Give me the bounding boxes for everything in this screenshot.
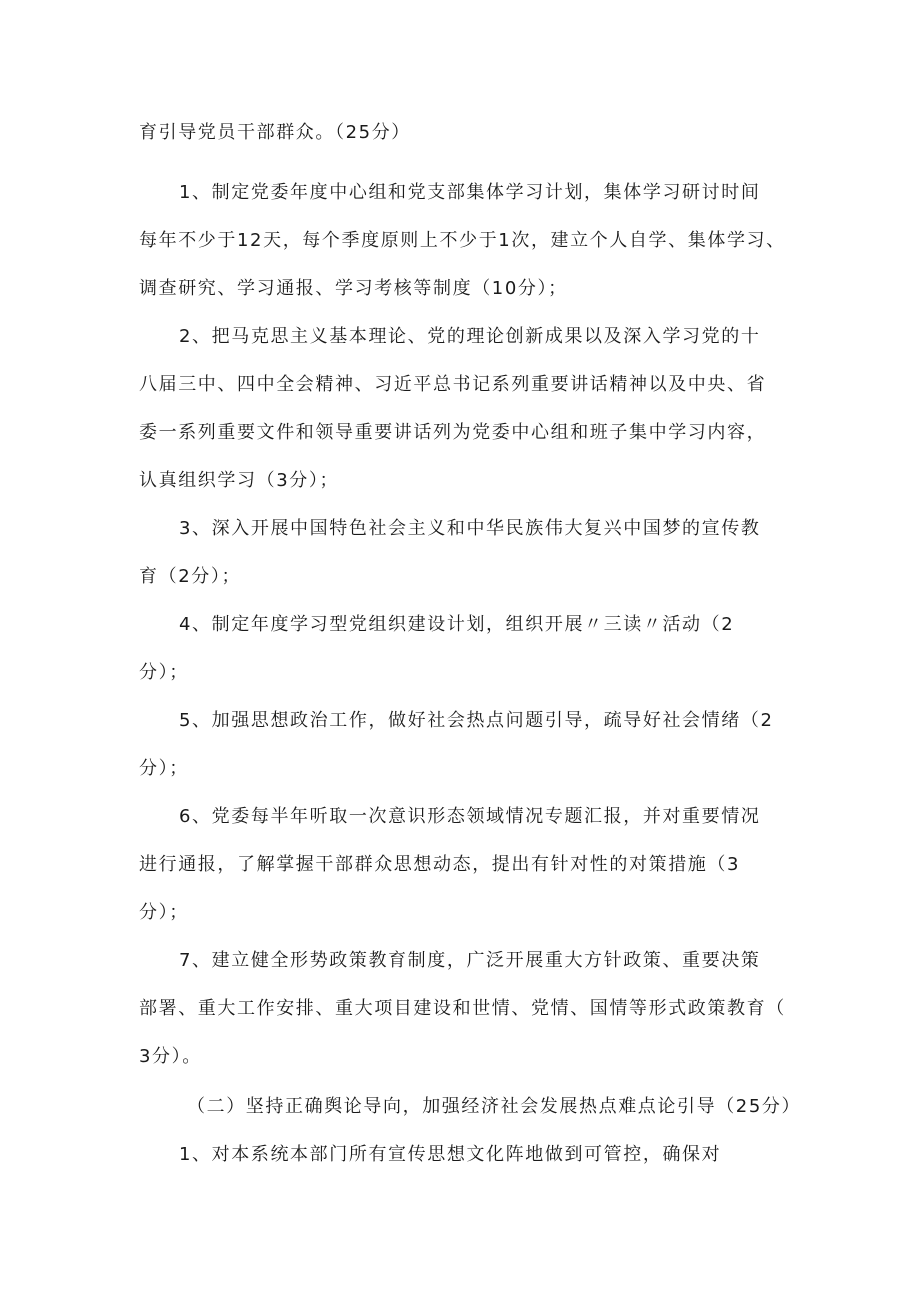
- text-line: 2、把马克思主义基本理论、党的理论创新成果以及深入学习党的十: [179, 326, 761, 347]
- text-line: 认真组织学习（3分）；: [139, 470, 340, 491]
- text-line: 4、制定年度学习型党组织建设计划，组织开展〃三读〃活动（2: [179, 614, 735, 635]
- text-line: 6、党委每半年听取一次意识形态领域情况专题汇报，并对重要情况: [179, 806, 761, 827]
- text-line: 1、制定党委年度中心组和党支部集体学习计划，集体学习研讨时间: [179, 182, 761, 203]
- text-line: 1、对本系统本部门所有宣传思想文化阵地做到可管控，确保对: [179, 1144, 722, 1165]
- text-line: 3分）。: [139, 1046, 202, 1067]
- text-line: 分）；: [139, 758, 189, 779]
- text-line: 育引导党员干部群众。（25分）: [139, 122, 411, 143]
- section-heading: （二）坚持正确舆论导向，加强经济社会发展热点难点论引导（25分）: [187, 1096, 802, 1117]
- text-line: 部署、重大工作安排、重大项目建设和世情、党情、国情等形式政策教育（: [139, 998, 786, 1019]
- text-line: 每年不少于12天，每个季度原则上不少于1次，建立个人自学、集体学习、: [139, 230, 786, 251]
- text-line: 分）；: [139, 662, 189, 683]
- text-line: 3、深入开展中国特色社会主义和中华民族伟大复兴中国梦的宣传教: [179, 518, 761, 539]
- text-line: 分）；: [139, 902, 189, 923]
- text-line: 7、建立健全形势政策教育制度，广泛开展重大方针政策、重要决策: [179, 950, 761, 971]
- text-line: 进行通报，了解掌握干部群众思想动态，提出有针对性的对策措施（3: [139, 854, 741, 875]
- text-line: 育（2分）；: [139, 566, 242, 587]
- text-line: 八届三中、四中全会精神、习近平总书记系列重要讲话精神以及中央、省: [139, 374, 767, 395]
- text-line: 调查研究、学习通报、学习考核等制度（10分）；: [139, 278, 568, 299]
- text-line: 5、加强思想政治工作，做好社会热点问题引导，疏导好社会情绪（2: [179, 710, 774, 731]
- text-line: 委一系列重要文件和领导重要讲话列为党委中心组和班子集中学习内容，: [139, 422, 767, 443]
